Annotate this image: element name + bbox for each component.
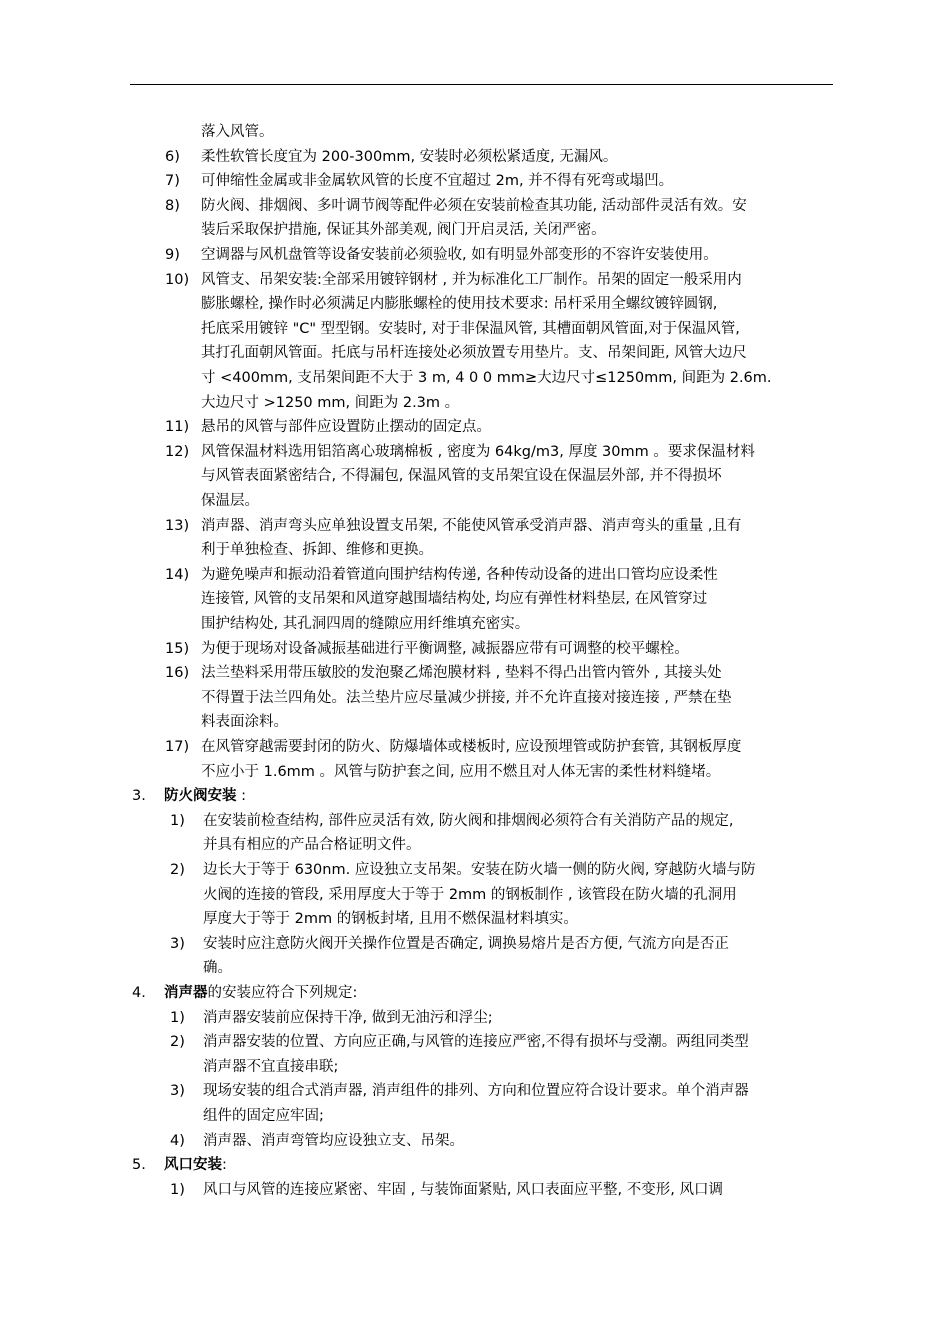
list-item-text-line: 柔性软管长度宜为 200-300mm, 安装时必须松紧适度, 无漏风。 (201, 148, 618, 165)
list-item-number: 13) (165, 517, 190, 534)
list-item-text-line: 与风管表面紧密结合, 不得漏包, 保温风管的支吊架宜设在保温层外部, 并不得损坏 (201, 468, 722, 485)
sub-item-number: 2) (170, 862, 185, 878)
list-item-text-line: 可伸缩性金属或非金属软风管的长度不宜超过 2m, 并不得有死弯或塌凹。 (201, 173, 674, 190)
sub-item-text-line: 风口与风管的连接应紧密、牢固 , 与装饰面紧贴, 风口表面应平整, 不变形, 风口调 (203, 1181, 723, 1198)
list-item-text-line: 落入风管。 (201, 124, 274, 140)
list-item-text-line: 装后采取保护措施, 保证其外部美观, 阀门开启灵活, 关闭严密。 (201, 222, 606, 239)
sub-item-number: 4) (170, 1132, 185, 1149)
sub-item-number: 3) (170, 1083, 185, 1100)
sub-item-number: 1) (170, 812, 185, 829)
sub-item-text-line: 在安装前检查结构, 部件应灵活有效, 防火阀和排烟阀必须符合有关消防产品的规定, (203, 812, 734, 829)
sub-item-text-line: 确。 (203, 960, 232, 977)
list-item-text-line: 风管支、吊架安装:全部采用镀锌钢材 , 并为标准化工厂制作。吊架的固定一般采用内 (201, 271, 742, 288)
list-item-number: 16) (165, 665, 190, 682)
sub-item-text-line: 火阀的连接的管段, 采用厚度大于等于 2mm 的钢板制作 , 该管段在防火墙的孔洞用 (203, 886, 737, 903)
section-title: 防火阀安装 (164, 788, 237, 805)
list-item-text-line: 不得置于法兰四角处。法兰垫片应尽量减少拼接, 并不允许直接对接连接 , 严禁在垫 (201, 689, 732, 706)
section-number: 3. (132, 788, 146, 805)
list-item-number: 7) (165, 173, 180, 190)
list-item-number: 17) (165, 739, 190, 755)
sub-item-text-line: 现场安装的组合式消声器, 消声组件的排列、方向和位置应符合设计要求。单个消声器 (203, 1083, 749, 1100)
list-item-text-line: 防火阀、排烟阀、多叶调节阀等配件必须在安装前检查其功能, 活动部件灵活有效。安 (201, 197, 747, 214)
list-item-text-line: 风管保温材料选用铝箔离心玻璃棉板 , 密度为 64kg/m3, 厚度 30mm 。要求保温材料 (201, 443, 755, 460)
list-item-text-line: 其打孔面朝风管面。托底与吊杆连接处必须放置专用垫片。支、吊架间距, 风管大边尺 (201, 345, 747, 362)
sub-item-text-line: 组件的固定应牢固; (203, 1108, 324, 1124)
section-title-rest: : (236, 788, 246, 805)
list-item-text-line: 空调器与风机盘管等设备安装前必须验收, 如有明显外部变形的不容许安装使用。 (201, 247, 718, 263)
list-item-text-line: 利于单独检查、拆卸、维修和更换。 (201, 542, 433, 559)
list-item-text-line: 保温层。 (201, 493, 259, 509)
list-item-number: 10) (165, 271, 190, 288)
section-title-rest: 的安装应符合下列规定: (207, 985, 358, 1001)
list-item-number: 14) (165, 566, 190, 583)
section-title-rest: : (222, 1157, 227, 1174)
sub-item-number: 1) (170, 1181, 185, 1198)
list-item-text-line: 消声器、消声弯头应单独设置支吊架, 不能使风管承受消声器、消声弯头的重量 ,且有 (201, 517, 742, 534)
list-item-number: 15) (165, 640, 190, 657)
list-item-text-line: 悬吊的风管与部件应设置防止摆动的固定点。 (201, 419, 491, 436)
sub-item-number: 2) (170, 1034, 185, 1051)
sub-item-text-line: 安装时应注意防火阀开关操作位置是否确定, 调换易熔片是否方便, 气流方向是否正 (203, 935, 729, 952)
section-title: 消声器 (164, 985, 208, 1001)
list-item-text-line: 法兰垫料采用带压敏胶的发泡聚乙烯泡膜材料 , 垫料不得凸出管内管外 , 其接头处 (201, 665, 722, 682)
sub-item-text-line: 消声器、消声弯管均应设独立支、吊架。 (203, 1132, 464, 1149)
list-item-text-line: 不应小于 1.6mm 。风管与防护套之间, 应用不燃且对人体无害的柔性材料缝堵。 (201, 763, 721, 780)
list-item-text-line: 围护结构处, 其孔洞四周的缝隙应用纤维填充密实。 (201, 616, 530, 632)
sub-item-text-line: 消声器安装前应保持干净, 做到无油污和浮尘; (203, 1009, 493, 1026)
list-item-number: 12) (165, 443, 190, 460)
sub-item-text-line: 消声器安装的位置、方向应正确,与风管的连接应严密,不得有损坏与受潮。两组同类型 (203, 1034, 749, 1051)
list-item-text-line: 膨胀螺栓, 操作时必须满足内膨胀螺栓的使用技术要求: 吊杆采用全螺纹镀锌圆钢, (201, 296, 718, 313)
list-item-text-line: 寸 <400mm, 支吊架间距不大于 3 m, 4 0 0 mm≥大边尺寸≤1250mm, 间距为 2.6m. (201, 370, 772, 386)
section-heading (164, 784, 246, 808)
list-item-text-line: 连接管, 风管的支吊架和风道穿越围墙结构处, 均应有弹性材料垫层, 在风管穿过 (201, 591, 708, 608)
section-heading (164, 981, 357, 1005)
list-item-number: 11) (165, 419, 190, 436)
list-item-number: 6) (165, 148, 180, 165)
section-heading (164, 1153, 227, 1177)
section-title: 风口安装 (164, 1157, 222, 1174)
list-item-text-line: 在风管穿越需要封闭的防火、防爆墙体或楼板时, 应设预埋管或防护套管, 其钢板厚度 (201, 739, 742, 755)
sub-item-text-line: 厚度大于等于 2mm 的钢板封堵, 且用不燃保温材料填实。 (203, 911, 578, 928)
list-item-number: 8) (165, 197, 180, 214)
sub-item-text-line: 并具有相应的产品合格证明文件。 (203, 837, 421, 854)
sub-item-text-line: 消声器不宜直接串联; (203, 1058, 339, 1075)
section-number: 4. (132, 985, 146, 1001)
sub-item-number: 3) (170, 935, 185, 952)
list-item-text-line: 托底采用镀锌 "C" 型型钢。安装时, 对于非保温风管, 其槽面朝风管面,对于保温风管, (201, 320, 740, 337)
list-item-text-line: 为避免噪声和振动沿着管道向围护结构传递, 各种传动设备的进出口管均应设柔性 (201, 566, 718, 583)
section-number: 5. (132, 1157, 146, 1174)
sub-item-text-line: 边长大于等于 630nm. 应设独立支吊架。安装在防火墙一侧的防火阀, 穿越防火墙与防 (203, 862, 756, 878)
list-item-text-line: 料表面涂料。 (201, 714, 288, 731)
list-item-text-line: 为便于现场对设备减振基础进行平衡调整, 减振器应带有可调整的校平螺栓。 (201, 640, 689, 657)
list-item-text-line: 大边尺寸 >1250 mm, 间距为 2.3m 。 (201, 394, 460, 411)
header-rule (130, 84, 833, 85)
sub-item-number: 1) (170, 1009, 185, 1026)
list-item-number: 9) (165, 247, 180, 263)
